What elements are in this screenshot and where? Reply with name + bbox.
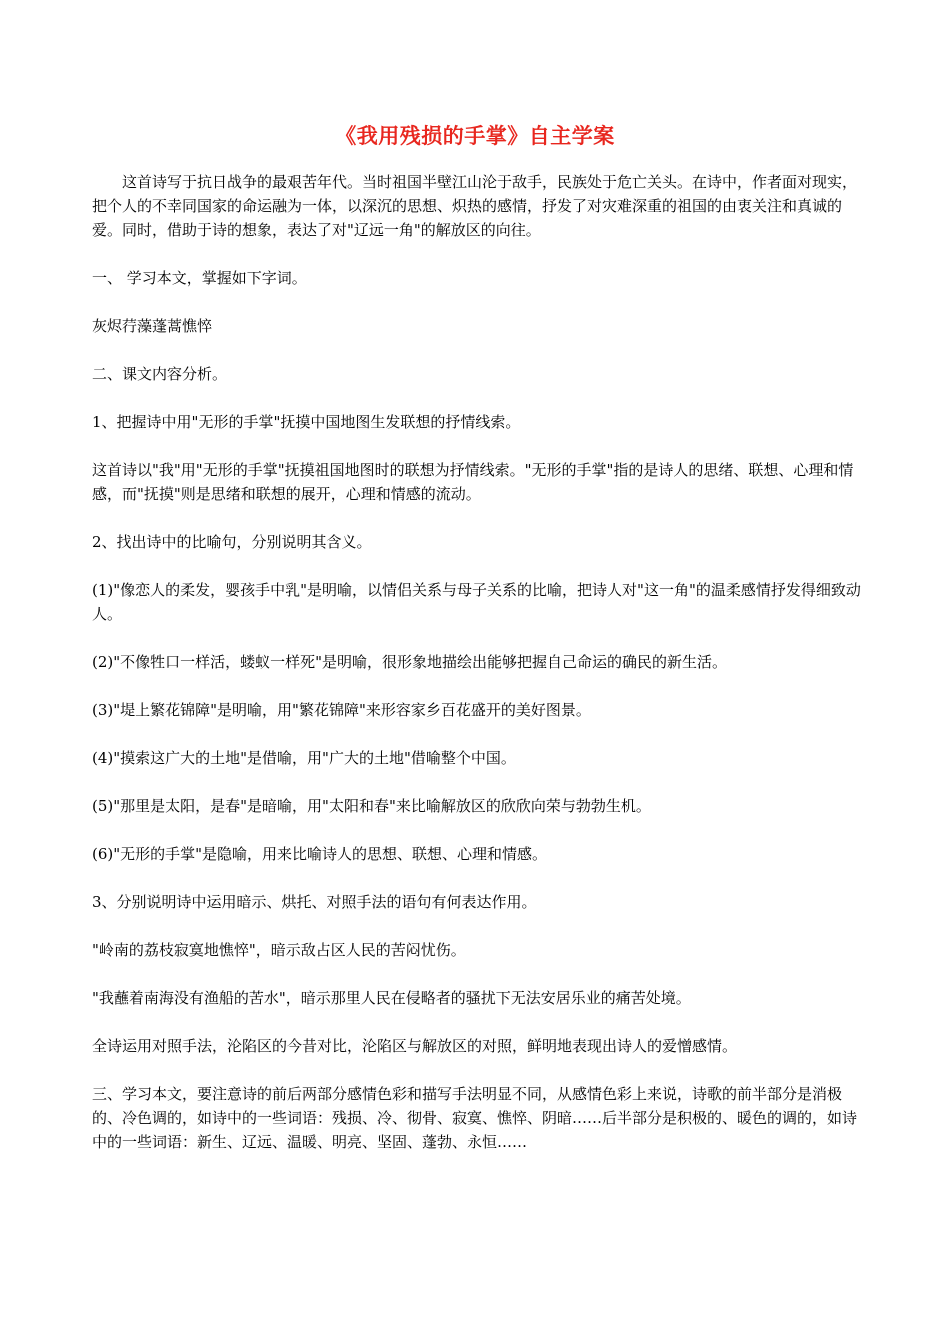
vocabulary-line: 灰烬荇藻蓬蒿憔悴 (92, 317, 213, 335)
answer-1: 这首诗以"我"用"无形的手掌"抚摸祖国地图时的联想为抒情线索。"无形的手掌"指的是诗人的思绪、联想、心理和情感，而"抚摸"则是思绪和联想的展开，心理和情感的流动。 (92, 461, 854, 503)
document-title: 《我用残损的手掌》自主学案 (335, 123, 615, 148)
metaphor-item-4: (4)"摸索这广大的土地"是借喻，用"广大的土地"借喻整个中国。 (92, 749, 516, 767)
answer-3-line-3: 全诗运用对照手法，沦陷区的今昔对比，沦陷区与解放区的对照，鲜明地表现出诗人的爱憎感情。 (92, 1037, 738, 1055)
metaphor-item-5: (5)"那里是太阳，是春"是暗喻，用"太阳和春"来比喻解放区的欣欣向荣与勃勃生机。 (92, 797, 651, 815)
question-1: 1、把握诗中用"无形的手掌"抚摸中国地图生发联想的抒情线索。 (92, 413, 521, 431)
document-body (92, 170, 862, 1178)
answer-3-line-2: "我蘸着南海没有渔船的苦水"，暗示那里人民在侵略者的骚扰下无法安居乐业的痛苦处境。 (92, 989, 691, 1007)
metaphor-item-2: (2)"不像牲口一样活，蝼蚁一样死"是明喻，很形象地描绘出能够把握自己命运的确民的新生活。 (92, 653, 728, 671)
question-3: 3、分别说明诗中运用暗示、烘托、对照手法的语句有何表达作用。 (92, 893, 537, 911)
answer-3-line-1: "岭南的荔枝寂寞地憔悴"，暗示敌占区人民的苦闷忧伤。 (92, 941, 466, 959)
section-heading-2: 二、课文内容分析。 (92, 365, 228, 383)
intro-paragraph: 这首诗写于抗日战争的最艰苦年代。当时祖国半壁江山沦于敌手，民族处于危亡关头。在诗中，作者面对现实，把个人的不幸同国家的命运融为一体，以深沉的思想、炽热的感情，抒发了对灾难深重的祖国的由衷关注和真诚的爱。同时，借助于诗的想象，表达了对"辽远一角"的解放区的向往。 (92, 173, 858, 239)
metaphor-item-3: (3)"堤上繁花锦障"是明喻，用"繁花锦障"来形容家乡百花盛开的美好图景。 (92, 701, 591, 719)
section-heading-1: 一、 学习本文，掌握如下字词。 (92, 269, 307, 287)
question-2: 2、找出诗中的比喻句，分别说明其含义。 (92, 533, 372, 551)
metaphor-item-6: (6)"无形的手掌"是隐喻，用来比喻诗人的思想、联想、心理和情感。 (92, 845, 548, 863)
metaphor-item-1: (1)"像恋人的柔发，婴孩手中乳"是明喻，以情侣关系与母子关系的比喻，把诗人对"这一角"的温柔感情抒发得细致动人。 (92, 581, 861, 623)
section-heading-3: 三、学习本文，要注意诗的前后两部分感情色彩和描写手法明显不同，从感情色彩上来说，诗歌的前半部分是消极的、冷色调的，如诗中的一些词语：残损、冷、彻骨、寂寞、憔悴、阴暗……后半部分是积极的、暖色的调的，如诗中的一些词语：新生、辽远、温暖、明亮、坚固、蓬勃、永恒…… (92, 1085, 858, 1151)
